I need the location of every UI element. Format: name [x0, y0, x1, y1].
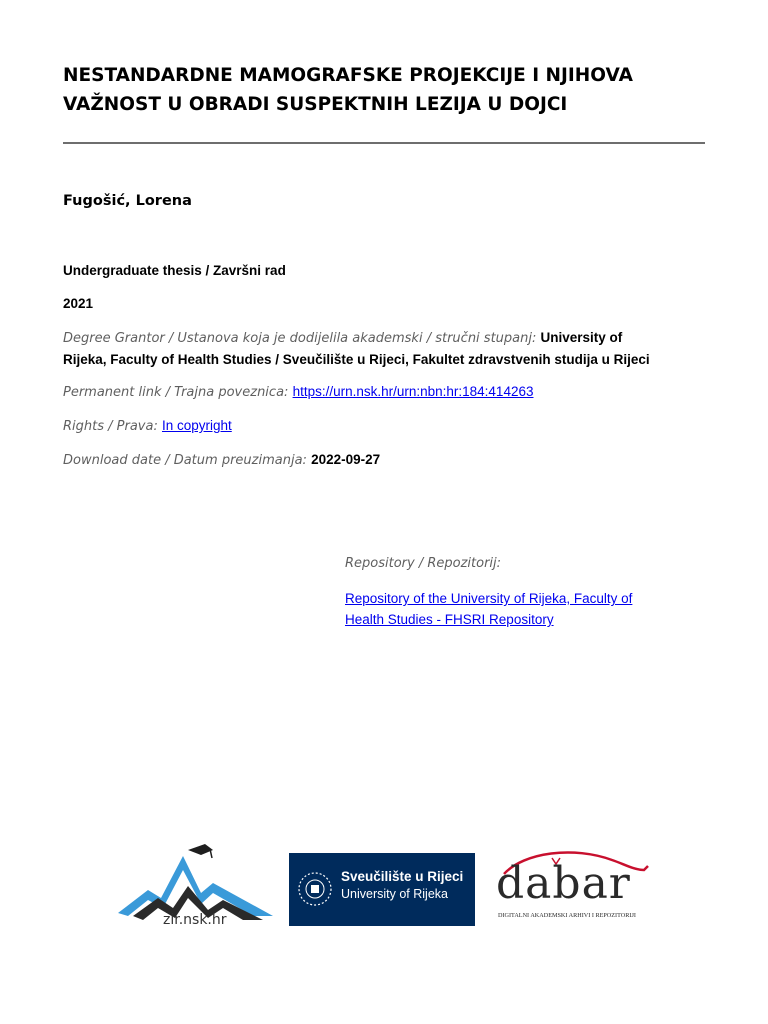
dabar-tagline: DIGITALNI AKADEMSKI ARHIVI I REPOZITORIJI — [498, 912, 636, 919]
download-date-row — [63, 449, 723, 471]
uniri-seal-icon — [297, 871, 333, 907]
thesis-year: 2021 — [63, 296, 94, 311]
repository-block — [345, 553, 665, 630]
logo-strip — [0, 830, 768, 940]
uniri-name-en: University of Rijeka — [341, 887, 448, 901]
permanent-link[interactable]: https://urn.nsk.hr/urn:nbn:hr:184:414263 — [292, 384, 534, 399]
download-date-value: 2022-09-27 — [311, 452, 381, 467]
author-name: Fugošić, Lorena — [63, 193, 192, 209]
uniri-logo[interactable] — [289, 853, 475, 926]
degree-grantor-value-1: University of — [540, 330, 623, 345]
zir-label: zir.nsk.hr — [163, 912, 227, 928]
repository-label: Repository / Repozitorij: — [345, 556, 502, 571]
permanent-link-label: Permanent link / Trajna poveznica: — [63, 385, 289, 400]
uniri-name-hr: Sveučilište u Rijeci — [341, 869, 464, 884]
degree-grantor-label: Degree Grantor / Ustanova koja je dodijelila akademski / stručni stupanj: — [63, 331, 537, 346]
repository-link-1[interactable]: Repository of the University of Rijeka, Faculty of — [345, 591, 633, 606]
rights-label: Rights / Prava: — [63, 419, 158, 434]
download-date-label: Download date / Datum preuzimanja: — [63, 453, 307, 468]
degree-grantor-value-2: Rijeka, Faculty of Health Studies / Sveučilište u Rijeci, Fakultet zdravstvenih studija u Rijeci — [63, 352, 650, 367]
dabar-wordmark: dabar — [496, 858, 631, 909]
title-divider — [63, 142, 705, 144]
rights-link[interactable]: In copyright — [161, 418, 232, 433]
permanent-link-row — [63, 381, 723, 403]
dabar-logo[interactable] — [494, 848, 656, 926]
thesis-type: Undergraduate thesis / Završni rad — [63, 263, 286, 278]
document-title: NESTANDARDNE MAMOGRAFSKE PROJEKCIJE I NJIHOVA VAŽNOST U OBRADI SUSPEKTNIH LEZIJA U DOJCI — [63, 65, 633, 115]
repository-link-2[interactable]: Health Studies - FHSRI Repository — [345, 612, 554, 627]
rights-row — [63, 415, 723, 437]
degree-grantor — [63, 327, 723, 371]
